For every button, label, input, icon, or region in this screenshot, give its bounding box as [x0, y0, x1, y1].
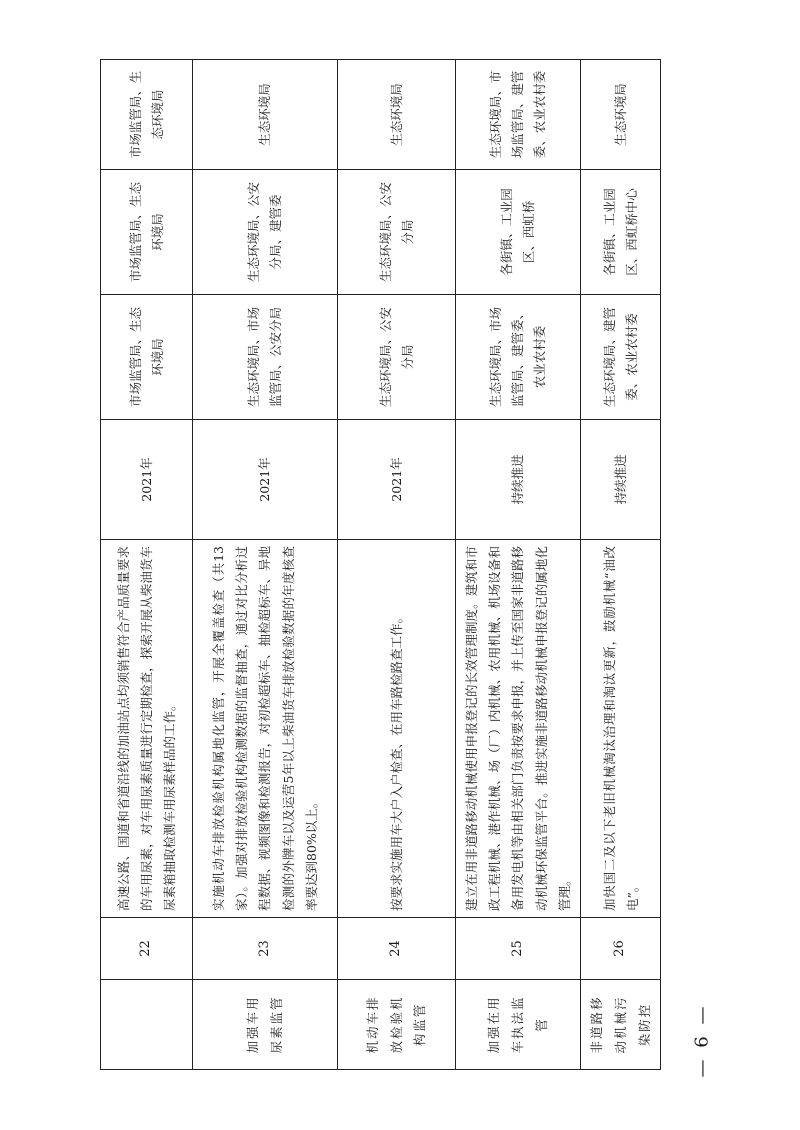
category-cell: 非道路移动机械污染防控 [581, 980, 661, 1070]
responsible-department: 生态环境局、市场监管局、建管委、农业农村委 [456, 60, 581, 170]
lead-department: 生态环境局、建管委、农业农村委 [581, 295, 661, 420]
table-row [581, 60, 661, 1070]
lead-department: 生态环境局、市场监管局、公安分局 [193, 295, 338, 420]
item-number: 24 [338, 918, 456, 980]
rotated-table-container [100, 60, 652, 1070]
measure-content: 高速公路、国道和省道沿线的加油站点均须销售符合产品质量要求的车用尿素，对车用尿素质量进行定期检查，探索开展从柴油货车尿素箱抽取检测车用尿素样品的工作。 [101, 540, 193, 918]
measure-content: 加快国二及以下老旧机械淘汰治理和淘汰更新，鼓励机械“油改电”。 [581, 540, 661, 918]
item-number: 23 [193, 918, 338, 980]
responsible-department: 生态环境局 [338, 60, 456, 170]
deadline-cell: 持续推进 [456, 420, 581, 540]
lead-department: 生态环境局、公安分局 [338, 295, 456, 420]
measure-content: 实施机动车排放检验机构属地化监管，开展全覆盖检查（共13家）。加强对排放检验机构检测数据的监督抽查，通过对比分析过程数据、视频图像和检测报告，对初检超标车、抽检超标车、异地检测的外牌车以及运营5年以上柴油货车排放检验数据的年度核查率要达到80%以上。 [193, 540, 338, 918]
category-cell [101, 980, 193, 1070]
item-number: 25 [456, 918, 581, 980]
measure-content: 建立在用非道路移动机械使用申报登记的长效管理制度。建筑和市政工程机械、港作机械、场（厂）内机械、农用机械、机场设备和备用发电机等由相关部门负责按要求申报，并上传至国家非道路移动机械环保监管平台。推进实施非道路移动机械申报登记的属地化管理。 [456, 540, 581, 918]
partner-department: 各街镇、工业园区、西虹桥 [456, 170, 581, 295]
page-number-text: — 6 — [691, 1003, 713, 1077]
table-row [456, 60, 581, 1070]
page-number [688, 1005, 716, 1075]
category-cell: 机动车排放检验机构监管 [338, 980, 456, 1070]
table-row [101, 60, 193, 1070]
deadline-cell: 2021年 [338, 420, 456, 540]
deadline-cell: 2021年 [101, 420, 193, 540]
responsible-department: 市场监管局、生态环境局 [101, 60, 193, 170]
item-number: 26 [581, 918, 661, 980]
measure-content: 按要求实施用车大户入户检查、在用车路检路查工作。 [338, 540, 456, 918]
partner-department: 各街镇、工业园区、西虹桥中心 [581, 170, 661, 295]
category-cell: 加强车用尿素监管 [193, 980, 338, 1070]
responsible-department: 生态环境局 [581, 60, 661, 170]
table-row [338, 60, 456, 1070]
partner-department: 生态环境局、公安分局 [338, 170, 456, 295]
partner-department: 市场监管局、生态环境局 [101, 170, 193, 295]
measures-table [100, 59, 661, 1070]
deadline-cell: 持续推进 [581, 420, 661, 540]
table-row [193, 60, 338, 1070]
lead-department: 市场监管局、生态环境局 [101, 295, 193, 420]
lead-department: 生态环境局、市场监管局、建管委、农业农村委 [456, 295, 581, 420]
responsible-department: 生态环境局 [193, 60, 338, 170]
item-number: 22 [101, 918, 193, 980]
deadline-cell: 2021年 [193, 420, 338, 540]
partner-department: 生态环境局、公安分局、建管委 [193, 170, 338, 295]
category-cell: 加强在用车执法监管 [456, 980, 581, 1070]
